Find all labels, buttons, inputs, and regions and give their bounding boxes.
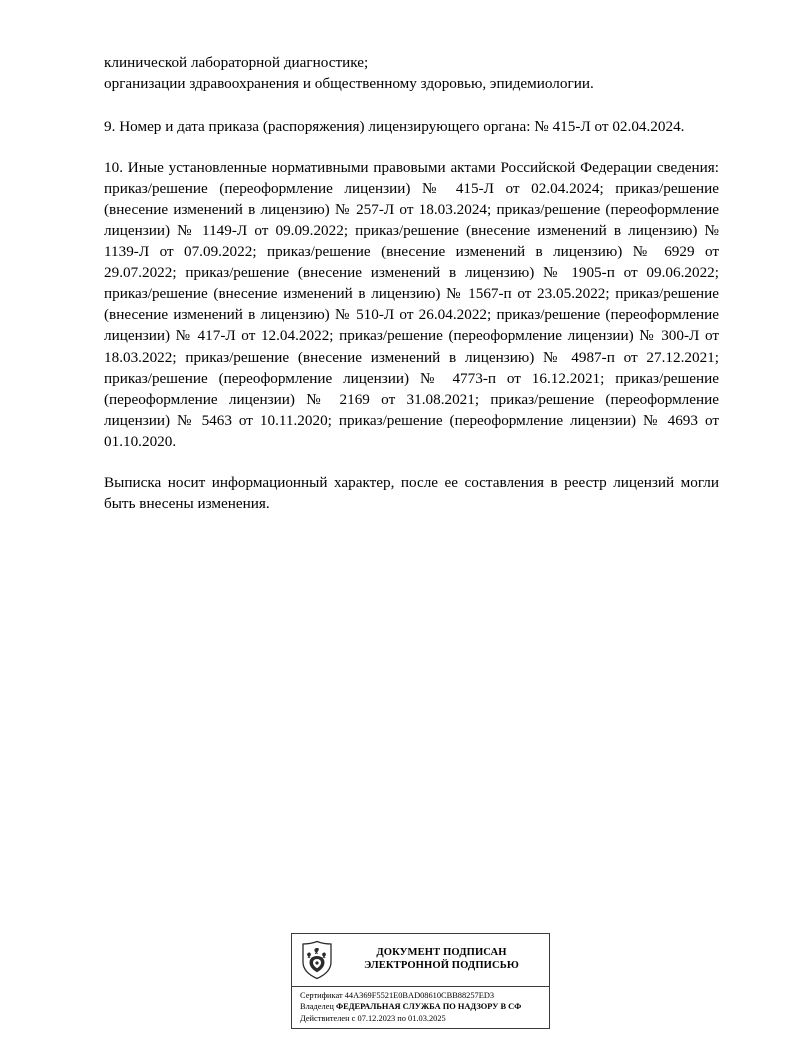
stamp-certificate-value: 44A369F5521E0BAD08610CBB88257ED3 [344, 991, 495, 1000]
stamp-title [340, 947, 543, 972]
stamp-owner-label: Владелец [300, 1002, 334, 1012]
stamp-owner-value: ФЕДЕРАЛЬНАЯ СЛУЖБА ПО НАДЗОРУ В СФ [335, 1002, 522, 1012]
stamp-certificate-label: Сертификат [300, 991, 343, 1000]
activity-line-2: организации здравоохранения и общественному здоровью, эпидемиологии. [104, 75, 594, 93]
paragraph-item-10: 10. Иные установленные нормативными правовыми актами Российской Федерации сведения: приказ/решение (переоформление лицензии) № 415-Л от 02.04.2024; приказ/решение (внесение изменений в лицензию) № 257-Л от 18.03.2024; приказ/решение (переоформление лицензии) № 1149-Л от 09.09.2022; приказ/решение (внесение изменений в лицензию) № 1139-Л от 07.09.2022; приказ/решение (внесение изменений в лицензию) № 6929 от 29.07.2022; приказ/решение (внесение изменений в лицензию) № 1905-п от 09.06.2022; приказ/решение (внесение изменений в лицензию) № 1567-п от 23.05.2022; приказ/решение (внесение изменений в лицензию) № 510-Л от 26.04.2022; приказ/решение (переоформление лицензии) № 417-Л от 12.04.2022; приказ/решение (переоформление лицензии) № 300-Л от 18.03.2022; приказ/решение (внесение изменений в лицензию) № 4987-п от 27.12.2021; приказ/решение (переоформление лицензии) № 4773-п от 16.12.2021; приказ/решение (переоформление лицензии) № 2169 от 31.08.2021; приказ/решение (переоформление лицензии) № 5463 от 10.11.2020; приказ/решение (переоформление лицензии) № 4693 от 01.10.2020. [104, 158, 719, 450]
paragraph-disclaimer: Выписка носит информационный характер, после ее составления в реестр лицензий могли быть внесены изменения. [104, 474, 719, 513]
stamp-validity-to-label: по [397, 1013, 406, 1023]
russian-coat-of-arms-icon [300, 940, 334, 980]
continued-activity-list [104, 52, 719, 95]
stamp-validity-label: Действителен с [300, 1013, 356, 1023]
stamp-owner-row [300, 1001, 543, 1012]
stamp-certificate-row [300, 990, 543, 1001]
stamp-validity-to: 01.03.2025 [408, 1013, 446, 1023]
stamp-validity-row [300, 1013, 543, 1024]
stamp-details [292, 987, 549, 1024]
stamp-title-line-2: ЭЛЕКТРОННОЙ ПОДПИСЬЮ [364, 960, 519, 971]
activity-line-1: клинической лабораторной диагностике; [104, 54, 369, 71]
stamp-validity-from: 07.12.2023 [357, 1013, 396, 1023]
stamp-title-line-1: ДОКУМЕНТ ПОДПИСАН [376, 947, 507, 959]
electronic-signature-stamp [291, 933, 550, 1029]
stamp-header [292, 934, 549, 986]
paragraph-item-9: 9. Номер и дата приказа (распоряжения) лицензирующего органа: № 415-Л от 02.04.2024. [104, 117, 685, 135]
